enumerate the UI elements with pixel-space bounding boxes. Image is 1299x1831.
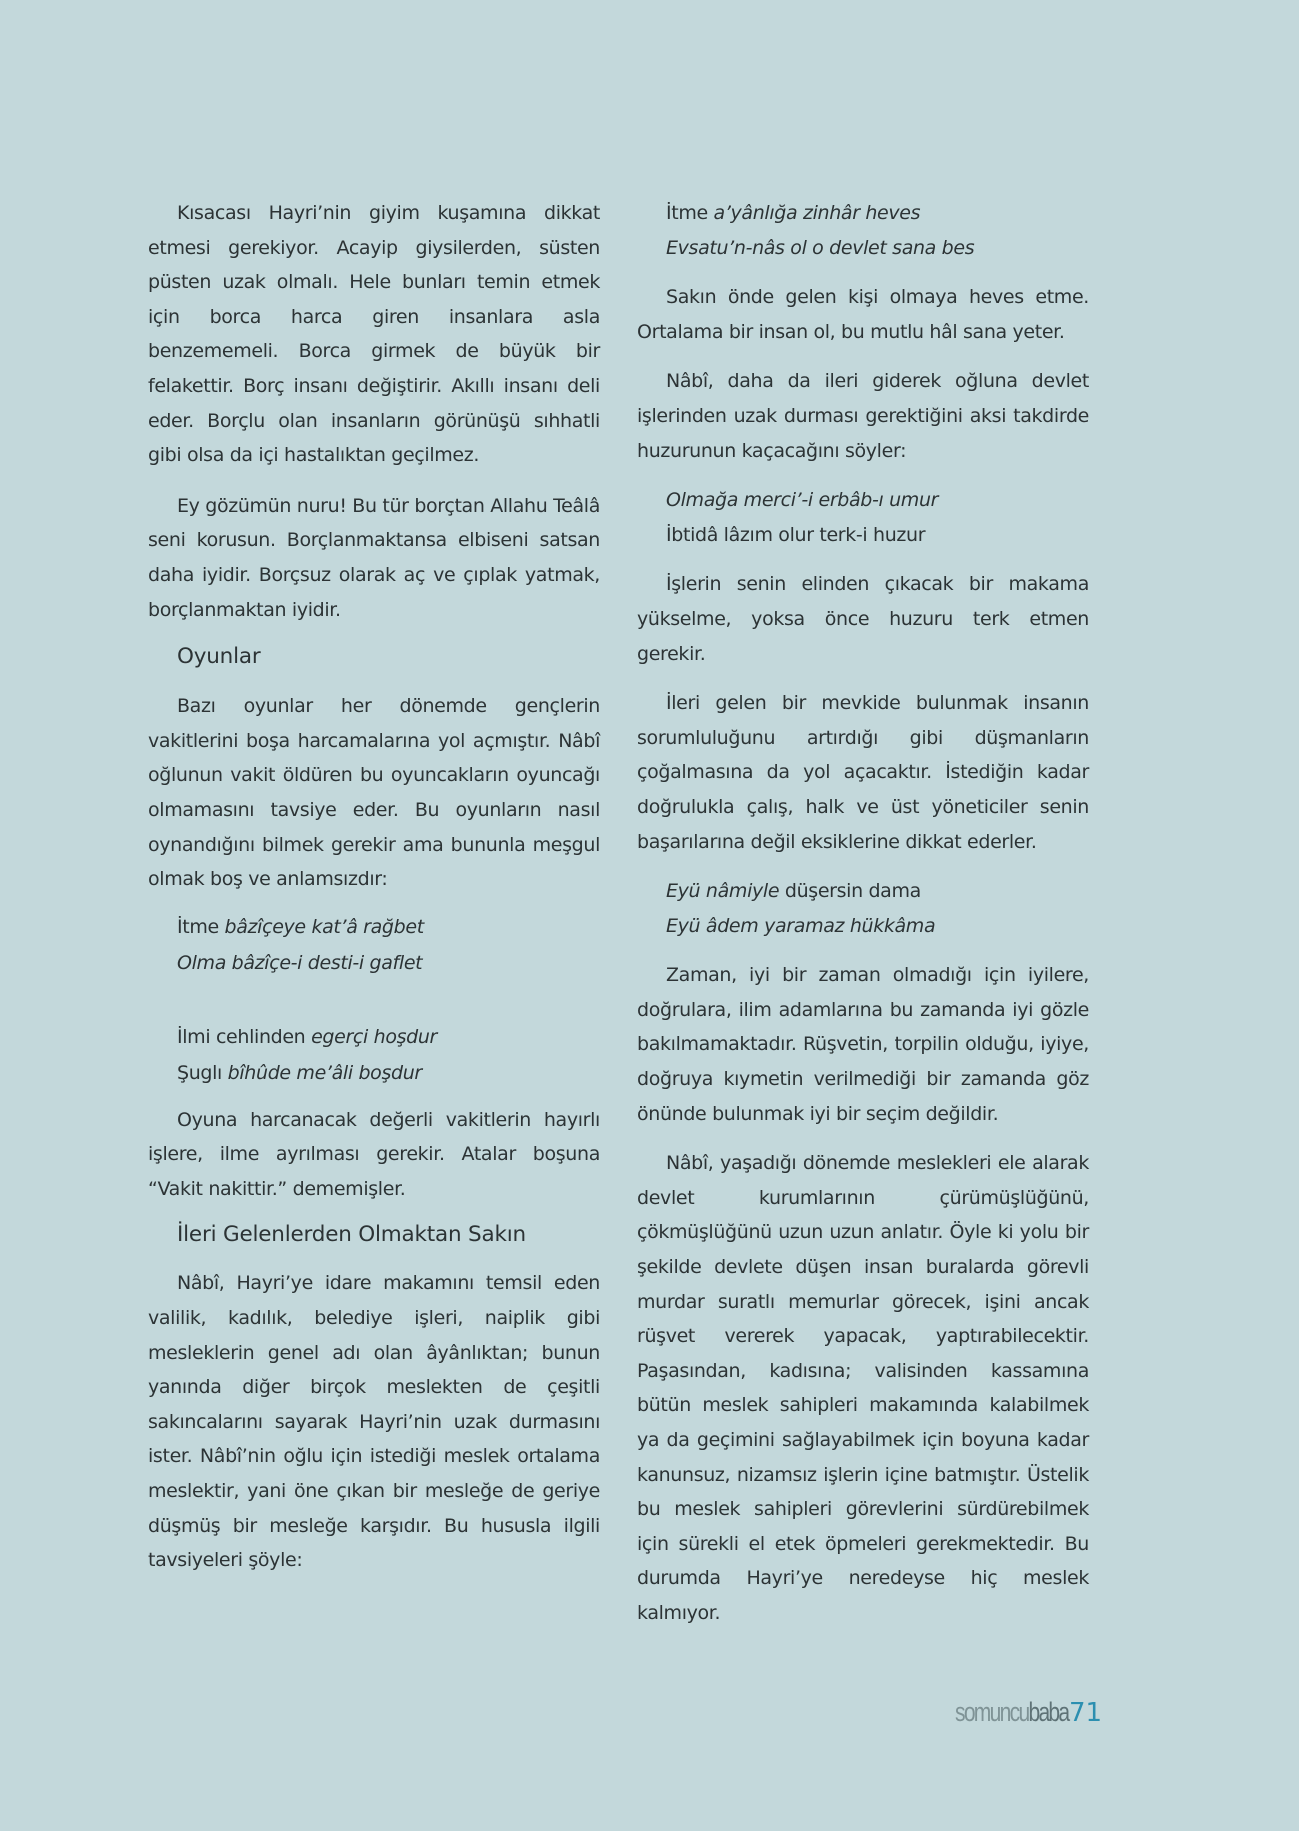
section-heading: Oyunlar	[177, 644, 261, 670]
verse-line: Olmağa merci’-i erbâb-ı umur	[666, 489, 939, 512]
paragraph: İşlerin senin elinden çıkacak bir makama yükselme, yoksa önce huzuru terk etmen gerekir.	[637, 573, 1089, 665]
paragraph: Ey gözümün nuru! Bu tür borçtan Allahu Teâlâ seni korusun. Borçlanmaktansa elbiseni satsan daha iyidir. Borçsuz olarak aç ve çıplak yatmak, borçlanmaktan iyidir.	[148, 494, 600, 621]
verse-line: İtme a’yânlığa zinhâr heves	[666, 202, 921, 224]
paragraph: Nâbî, daha da ileri giderek oğluna devlet işlerinden uzak durması gerektiğini aksi takdirde huzurunun kaçacağını söyler:	[637, 370, 1089, 462]
verse-line: Evsatu’n-nâs ol o devlet sana bes	[666, 236, 975, 259]
left-column	[148, 196, 600, 1578]
paragraph: İleri gelen bir mevkide bulunmak insanın sorumluluğunu artırdığı gibi düşmanların çoğalmasına da yol açacaktır. İstediğin kadar doğrulukla çalış, halk ve üst yöneticiler senin başarılarına değil eksiklerine dikkat ederler.	[637, 692, 1089, 853]
right-column	[637, 196, 1089, 1631]
paragraph: Oyuna harcanacak değerli vakitlerin hayırlı işlere, ilme ayrılması gerekir. Atalar boşuna “Vakit nakittir.” dememişler.	[148, 1108, 600, 1200]
section-heading: İleri Gelenlerden Olmaktan Sakın	[177, 1222, 526, 1248]
paragraph: Kısacası Hayri’nin giyim kuşamına dikkat etmesi gerekiyor. Acayip giysilerden, süsten püsten uzak olmalı. Hele bunları temin etmek için borca harca giren insanlara asla benzememeli. Borca girmek de büyük bir felakettir. Borç insanı değiştirir. Akıllı insanı deli eder. Borçlu olan insanların görünüşü sıhhatli gibi olsa da içi hastalıktan geçilmez.	[148, 202, 600, 467]
verse-line: Şuglı bîhûde me’âli boşdur	[177, 1061, 422, 1084]
verse-line: İbtidâ lâzım olur terk-i huzur	[666, 523, 926, 546]
verse-line: Olma bâzîçe-i desti-i gaflet	[177, 951, 423, 974]
page-footer	[955, 1697, 1102, 1728]
verse-line: İlmi cehlinden egerçi hoşdur	[177, 1025, 438, 1048]
verse-line: Eyü âdem yaramaz hükkâma	[666, 914, 936, 937]
verse-line: İtme bâzîçeye kat’â rağbet	[177, 915, 424, 938]
paragraph: Nâbî, Hayri’ye idare makamını temsil eden valilik, kadılık, belediye işleri, naiplik gibi mesleklerin genel adı olan âyânlıktan; bunun yanında diğer birçok meslekten de çeşitli sakıncalarını sayarak Hayri’nin uzak durmasını ister. Nâbî’nin oğlu için istediği meslek ortalama meslektir, yani öne çıkan bir mesleğe de geriye düşmüş bir mesleğe karşıdır. Bu hususla ilgili tavsiyeleri şöyle:	[148, 1272, 600, 1572]
paragraph: Nâbî, yaşadığı dönemde meslekleri ele alarak devlet kurumlarının çürümüşlüğünü, çökmüşlüğünü uzun uzun anlatır. Öyle ki yolu bir şekilde devlete düşen insan buralarda görevli murdar suratlı memurlar görecek, işini ancak rüşvet vererek yapacak, yaptırabilecektir. Paşasından, kadısına; valisinden kassamına bütün meslek sahipleri makamında kalabilmek ya da geçimini sağlayabilmek için boyuna kadar kanunsuz, nizamsız işlerin içine batmıştır. Üstelik bu meslek sahipleri görevlerini sürdürebilmek için sürekli el etek öpmeleri gerekmektedir. Bu durumda Hayri’ye neredeyse hiç meslek kalmıyor.	[637, 1152, 1089, 1624]
paragraph: Bazı oyunlar her dönemde gençlerin vakitlerini boşa harcamalarına yol açmıştır. Nâbî oğlunun vakit öldüren bu oyuncakların oyuncağı olmamasını tavsiye eder. Bu oyunların nasıl oynandığını bilmek gerekir ama bununla meşgul olmak boş ve anlamsızdır:	[148, 695, 600, 891]
verse-line: Eyü nâmiyle düşersin dama	[666, 880, 921, 903]
page-number: 71	[1069, 1698, 1103, 1728]
paragraph: Sakın önde gelen kişi olmaya heves etme. Ortalama bir insan ol, bu mutlu hâl sana yeter.	[637, 286, 1089, 343]
paragraph: Zaman, iyi bir zaman olmadığı için iyilere, doğrulara, ilim adamlarına bu zamanda iyi gözle bakılmamaktadır. Rüşvetin, torpilin olduğu, iyiye, doğruya kıymetin verilmediği bir zamanda göz önünde bulunmak iyi bir seçim değildir.	[637, 964, 1089, 1125]
magazine-logo: somuncubaba	[955, 1697, 1069, 1727]
